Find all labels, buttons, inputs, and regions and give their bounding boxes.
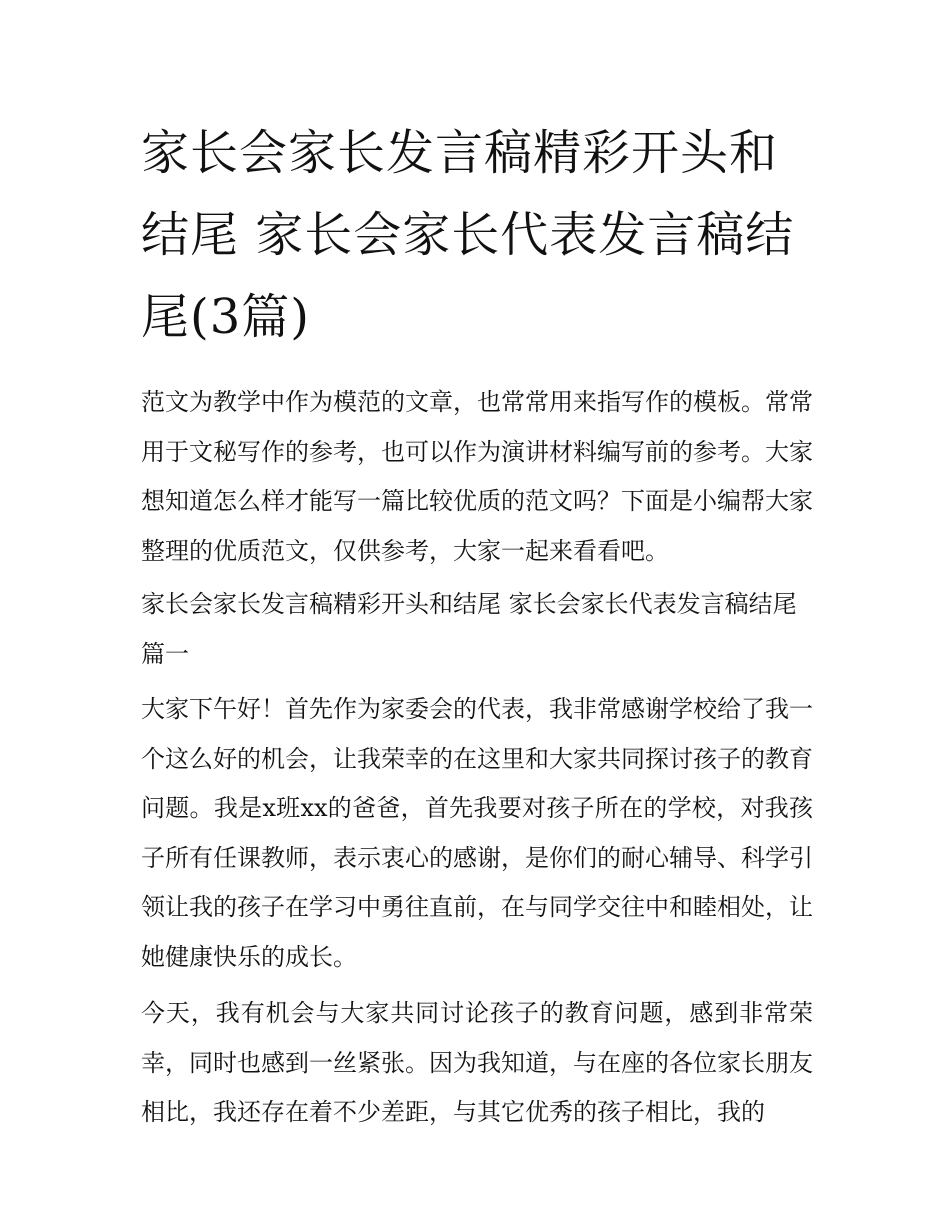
body-paragraph-1: 大家下午好！首先作为家委会的代表，我非常感谢学校给了我一个这么好的机会，让我荣幸的在这里和大家共同探讨孩子的教育问题。我是x班xx的爸爸，首先我要对孩子所在的学校，对我孩子所有任课教师，表示衷心的感谢，是你们的耐心辅导、科学引领让我的孩子在学习中勇往直前，在与同学交往中和睦相处，让她健康快乐的成长。: [141, 695, 813, 971]
section-heading: 家长会家长发言稿精彩开头和结尾 家长会家长代表发言稿结尾篇一: [141, 590, 797, 668]
document-title: 家长会家长发言稿精彩开头和结尾 家长会家长代表发言稿结尾(3篇): [141, 125, 795, 345]
body-paragraph-2: 今天，我有机会与大家共同讨论孩子的教育问题，感到非常荣幸，同时也感到一丝紧张。因为我知道，与在座的各位家长朋友相比，我还存在着不少差距，与其它优秀的孩子相比，我的: [141, 999, 813, 1126]
document-page: [141, 112, 813, 1138]
intro-paragraph: 范文为教学中作为模范的文章，也常常用来指写作的模板。常常用于文秘写作的参考，也可以作为演讲材料编写前的参考。大家想知道怎么样才能写一篇比较优质的范文吗？下面是小编帮大家整理的优质范文，仅供参考，大家一起来看看吧。: [141, 388, 813, 565]
